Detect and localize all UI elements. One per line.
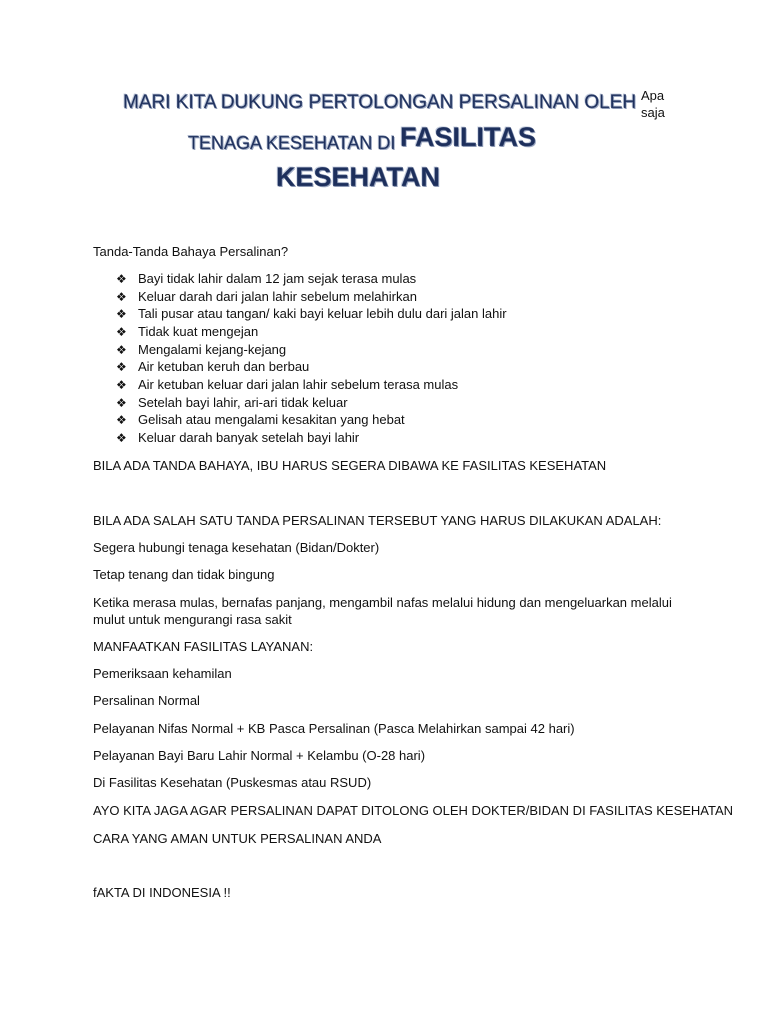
diamond-bullet-icon: ❖ (116, 271, 127, 286)
action-item-2: Tetap tenang dan tidak bingung (93, 567, 275, 582)
diamond-bullet-icon: ❖ (116, 342, 127, 357)
list-item (116, 341, 507, 359)
diamond-bullet-icon: ❖ (116, 431, 127, 446)
side-note-line-1: Apa (641, 88, 665, 103)
closing-line-1: AYO KITA JAGA AGAR PERSALINAN DAPAT DITOLONG OLEH DOKTER/BIDAN DI FASILITAS KESEHATAN (93, 803, 734, 818)
action-item-3-line-1: Ketika merasa mulas, bernafas panjang, mengambil nafas melalui hidung dan mengeluarkan melalui (93, 595, 672, 610)
list-item (116, 358, 507, 376)
side-note-line-2: saja (641, 105, 665, 120)
side-note (641, 87, 665, 121)
service-item-2: Persalinan Normal (93, 693, 200, 708)
title-line-2-part-b: FASILITAS (400, 122, 537, 152)
title-line-3: KESEHATAN (276, 162, 441, 192)
services-heading: MANFAATKAN FASILITAS LAYANAN: (93, 639, 314, 654)
danger-heading: Tanda-Tanda Bahaya Persalinan? (93, 244, 289, 259)
list-item-text: Air ketuban keruh dan berbau (138, 359, 310, 375)
list-item-text: Keluar darah banyak setelah bayi lahir (138, 430, 360, 446)
list-item (116, 394, 507, 412)
diamond-bullet-icon: ❖ (116, 413, 127, 428)
diamond-bullet-icon: ❖ (116, 324, 127, 339)
action-item-1: Segera hubungi tenaga kesehatan (Bidan/Dokter) (93, 540, 380, 555)
list-item-text: Setelah bayi lahir, ari-ari tidak keluar (138, 394, 348, 410)
list-item (116, 412, 507, 430)
list-item (116, 270, 507, 288)
list-item-text: Gelisah atau mengalami kesakitan yang hebat (138, 412, 405, 428)
action-heading: BILA ADA SALAH SATU TANDA PERSALINAN TERSEBUT YANG HARUS DILAKUKAN ADALAH: (93, 513, 662, 528)
danger-list (116, 270, 507, 447)
warning-text: BILA ADA TANDA BAHAYA, IBU HARUS SEGERA DIBAWA KE FASILITAS KESEHATAN (93, 458, 607, 473)
service-item-1: Pemeriksaan kehamilan (93, 666, 232, 681)
diamond-bullet-icon: ❖ (116, 377, 127, 392)
list-item (116, 323, 507, 341)
diamond-bullet-icon: ❖ (116, 289, 127, 304)
list-item-text: Air ketuban keluar dari jalan lahir sebelum terasa mulas (138, 376, 459, 392)
title-line-1: MARI KITA DUKUNG PERTOLONGAN PERSALINAN OLEH (123, 92, 637, 113)
title-line-2-part-a: TENAGA KESEHATAN DI (188, 133, 396, 153)
diamond-bullet-icon: ❖ (116, 307, 127, 322)
diamond-bullet-icon: ❖ (116, 395, 127, 410)
list-item-text: Mengalami kejang-kejang (138, 341, 287, 357)
list-item-text: Tidak kuat mengejan (138, 323, 259, 339)
list-item-text: Bayi tidak lahir dalam 12 jam sejak terasa mulas (138, 270, 417, 286)
service-item-4: Pelayanan Bayi Baru Lahir Normal + Kelambu (O-28 hari) (93, 748, 426, 763)
facts-heading: fAKTA DI INDONESIA !! (93, 885, 231, 900)
list-item (116, 305, 507, 323)
list-item (116, 376, 507, 394)
list-item-text: Keluar darah dari jalan lahir sebelum melahirkan (138, 288, 417, 304)
diamond-bullet-icon: ❖ (116, 360, 127, 375)
list-item (116, 288, 507, 306)
service-item-3: Pelayanan Nifas Normal + KB Pasca Persalinan (Pasca Melahirkan sampai 42 hari) (93, 721, 575, 736)
list-item (116, 429, 507, 447)
action-item-3-line-2: mulut untuk mengurangi rasa sakit (93, 612, 292, 627)
list-item-text: Tali pusar atau tangan/ kaki bayi keluar lebih dulu dari jalan lahir (138, 306, 507, 322)
service-item-5: Di Fasilitas Kesehatan (Puskesmas atau RSUD) (93, 775, 372, 790)
closing-line-2: CARA YANG AMAN UNTUK PERSALINAN ANDA (93, 831, 382, 846)
